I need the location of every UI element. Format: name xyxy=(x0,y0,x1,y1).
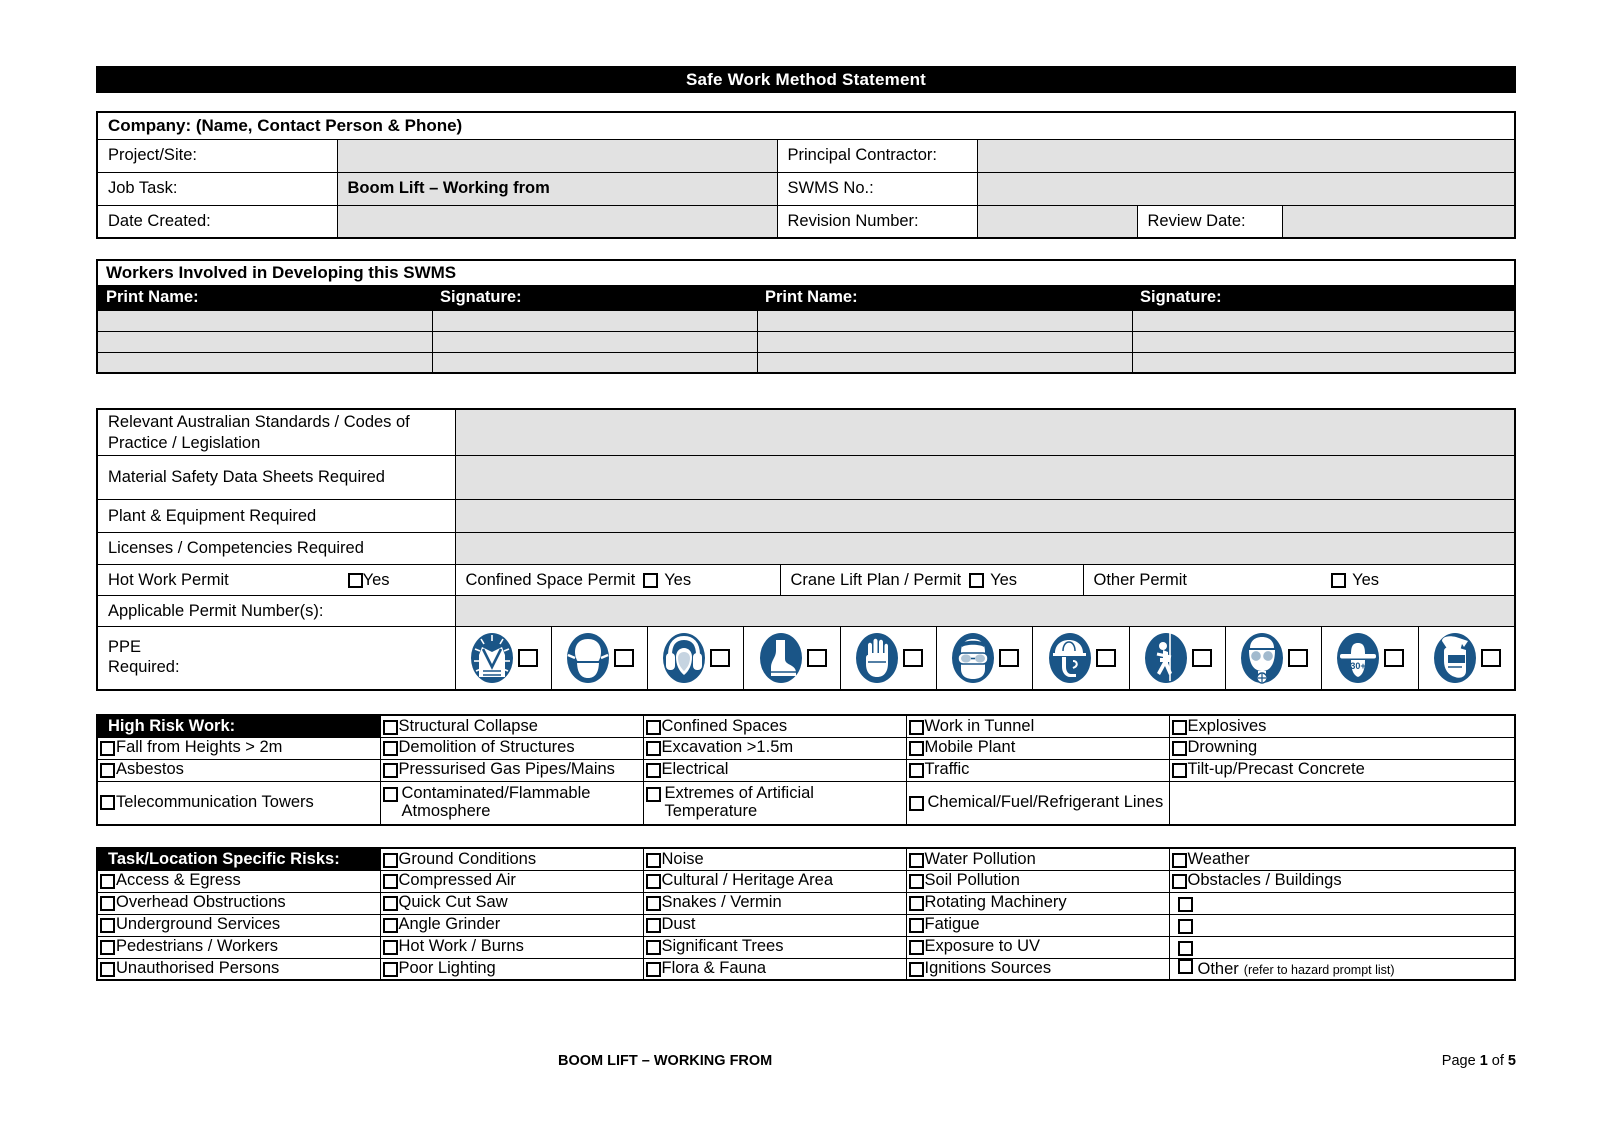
swms-page xyxy=(96,0,1516,1131)
confined-space-permit-checkbox[interactable] xyxy=(643,573,658,588)
checkbox-electrical[interactable] xyxy=(646,763,661,778)
risk-cell[interactable] xyxy=(643,936,906,958)
permit-number-label: Applicable Permit Number(s): xyxy=(97,596,455,627)
ppe-checkbox-gloves[interactable] xyxy=(903,649,923,667)
label-obstacles-buildings: Obstacles / Buildings xyxy=(1187,871,1342,890)
job-task-label: Job Task: xyxy=(97,172,337,205)
risk-cell[interactable] xyxy=(97,892,380,914)
checkbox-snakes-vermin[interactable] xyxy=(646,896,661,911)
table-row xyxy=(97,848,1515,870)
table-row xyxy=(97,310,1515,331)
worker-print-name-field[interactable] xyxy=(97,310,432,331)
footer-page-of: of xyxy=(1491,1053,1504,1069)
risk-cell[interactable] xyxy=(643,737,906,759)
table-row xyxy=(97,500,1515,533)
risk-cell[interactable] xyxy=(380,870,643,892)
label-mobile-plant: Mobile Plant xyxy=(924,738,1016,757)
checkbox-rotating-machinery[interactable] xyxy=(909,896,924,911)
ppe-checkbox-safety-boots[interactable] xyxy=(807,649,827,667)
checkbox-significant-trees[interactable] xyxy=(646,940,661,955)
risk-cell[interactable] xyxy=(906,781,1169,825)
ppe-item-hi-vis-vest xyxy=(456,627,552,689)
ppe-checkbox-respirator[interactable] xyxy=(1288,649,1308,667)
principal-contractor-label: Principal Contractor: xyxy=(777,139,977,172)
label-other: Other xyxy=(1197,960,1239,979)
risk-cell[interactable] xyxy=(97,781,380,825)
risk-cell[interactable] xyxy=(643,781,906,825)
checkbox-hot-work-burns[interactable] xyxy=(383,940,398,955)
confined-space-permit-yes-label: Yes xyxy=(664,570,692,589)
workers-table xyxy=(96,259,1516,374)
ppe-checkbox-ear-protection[interactable] xyxy=(710,649,730,667)
standards-table xyxy=(96,408,1516,691)
worker-signature-field[interactable] xyxy=(432,310,757,331)
ppe-item-welding-mask xyxy=(1419,627,1514,689)
label-traffic: Traffic xyxy=(924,760,970,779)
ppe-item-safety-glasses xyxy=(937,627,1033,689)
risk-cell[interactable] xyxy=(906,936,1169,958)
checkbox-overhead-obstructions[interactable] xyxy=(100,896,115,911)
workers-heading: Workers Involved in Developing this SWMS xyxy=(106,263,457,282)
risk-cell-empty xyxy=(1169,781,1515,825)
risk-cell[interactable] xyxy=(1169,759,1515,781)
label-angle-grinder: Angle Grinder xyxy=(398,915,501,934)
risk-cell[interactable] xyxy=(643,848,906,870)
dust-mask-icon xyxy=(565,631,611,685)
checkbox-fall-from-heights[interactable] xyxy=(100,741,115,756)
permit-number-field[interactable] xyxy=(455,596,1515,627)
checkbox-confined-spaces[interactable] xyxy=(646,720,661,735)
table-row xyxy=(97,456,1515,500)
worker-signature-field[interactable] xyxy=(1132,310,1515,331)
label-contaminated-atmosphere: Contaminated/Flammable Atmosphere xyxy=(401,784,591,820)
label-ignitions-sources: Ignitions Sources xyxy=(924,959,1052,978)
ppe-label-line-1: PPE xyxy=(108,638,142,657)
label-tilt-up-precast: Tilt-up/Precast Concrete xyxy=(1187,760,1365,779)
table-row xyxy=(97,352,1515,373)
risk-cell[interactable] xyxy=(380,715,643,737)
checkbox-quick-cut-saw[interactable] xyxy=(383,896,398,911)
checkbox-structural-collapse[interactable] xyxy=(383,720,398,735)
table-row xyxy=(97,596,1515,627)
table-row xyxy=(97,331,1515,352)
ppe-label-line-2: Required: xyxy=(108,658,180,677)
ppe-checkbox-hard-hat[interactable] xyxy=(1096,649,1116,667)
worker-signature-field[interactable] xyxy=(1132,331,1515,352)
table-row xyxy=(97,139,1515,172)
worker-signature-field[interactable] xyxy=(1132,352,1515,373)
checkbox-explosives[interactable] xyxy=(1172,720,1187,735)
risk-cell[interactable] xyxy=(1169,870,1515,892)
hot-work-permit-label: Hot Work Permit xyxy=(108,570,229,589)
confined-space-permit-cell xyxy=(455,565,780,596)
label-confined-spaces: Confined Spaces xyxy=(661,716,788,735)
checkbox-traffic[interactable] xyxy=(909,763,924,778)
label-work-in-tunnel: Work in Tunnel xyxy=(924,716,1035,735)
risk-cell[interactable] xyxy=(97,870,380,892)
review-date-field[interactable] xyxy=(1282,205,1515,238)
relevant-standards-field[interactable] xyxy=(455,409,1515,456)
table-row xyxy=(97,533,1515,565)
checkbox-poor-lighting[interactable] xyxy=(383,962,398,977)
worker-print-name-field[interactable] xyxy=(757,352,1132,373)
risk-cell[interactable] xyxy=(643,715,906,737)
checkbox-fatigue[interactable] xyxy=(909,918,924,933)
risk-cell[interactable] xyxy=(380,781,643,825)
checkbox-cultural-heritage[interactable] xyxy=(646,874,661,889)
label-compressed-air: Compressed Air xyxy=(398,871,516,890)
checkbox-unauthorised-persons[interactable] xyxy=(100,962,115,977)
risk-cell[interactable] xyxy=(906,715,1169,737)
worker-signature-field[interactable] xyxy=(432,331,757,352)
permits-row xyxy=(97,565,1515,596)
column-header-signature-1: Signature: xyxy=(432,285,757,310)
table-row xyxy=(97,892,1515,914)
revision-number-field[interactable] xyxy=(977,205,1137,238)
workers-heading-row xyxy=(97,260,1515,285)
footer-task-title: BOOM LIFT – WORKING FROM xyxy=(558,1053,773,1069)
hot-work-permit-yes-label: Yes xyxy=(362,570,390,589)
label-asbestos: Asbestos xyxy=(116,760,184,779)
risk-cell[interactable] xyxy=(906,870,1169,892)
msds-label: Material Safety Data Sheets Required xyxy=(97,456,455,500)
checkbox-work-in-tunnel[interactable] xyxy=(909,720,924,735)
label-underground-services: Underground Services xyxy=(116,915,281,934)
label-pressurised-gas: Pressurised Gas Pipes/Mains xyxy=(398,760,615,779)
high-risk-work-heading: High Risk Work: xyxy=(97,715,380,737)
ppe-item-gloves xyxy=(841,627,937,689)
table-row xyxy=(97,936,1515,958)
checkbox-pedestrians-workers[interactable] xyxy=(100,940,115,955)
risk-cell[interactable] xyxy=(1169,936,1515,958)
ppe-checkbox-safety-glasses[interactable] xyxy=(999,649,1019,667)
footer-page-total: 5 xyxy=(1507,1053,1516,1069)
label-fall-from-heights: Fall from Heights > 2m xyxy=(116,738,283,757)
table-row xyxy=(97,870,1515,892)
plant-equipment-label: Plant & Equipment Required xyxy=(97,500,455,533)
risk-cell[interactable] xyxy=(643,958,906,980)
worker-print-name-field[interactable] xyxy=(97,331,432,352)
table-row xyxy=(97,409,1515,456)
principal-contractor-field[interactable] xyxy=(977,139,1515,172)
label-rotating-machinery: Rotating Machinery xyxy=(924,893,1067,912)
checkbox-excavation[interactable] xyxy=(646,741,661,756)
page-title: Safe Work Method Statement xyxy=(96,66,1516,93)
risk-cell[interactable] xyxy=(97,914,380,936)
label-soil-pollution: Soil Pollution xyxy=(924,871,1020,890)
label-ground-conditions: Ground Conditions xyxy=(398,849,537,868)
label-significant-trees: Significant Trees xyxy=(661,937,784,956)
label-cultural-heritage: Cultural / Heritage Area xyxy=(661,871,834,890)
checkbox-demolition-of-structures[interactable] xyxy=(383,741,398,756)
risk-cell[interactable] xyxy=(643,870,906,892)
respirator-icon xyxy=(1239,631,1285,685)
ppe-item-safety-harness xyxy=(1130,627,1226,689)
crane-lift-permit-cell xyxy=(780,565,1083,596)
label-water-pollution: Water Pollution xyxy=(924,849,1036,868)
other-permit-cell xyxy=(1083,565,1515,596)
other-permit-label: Other Permit xyxy=(1093,570,1188,589)
checkbox-weather[interactable] xyxy=(1172,853,1187,868)
risk-cell[interactable] xyxy=(1169,892,1515,914)
other-permit-checkbox[interactable] xyxy=(1331,573,1346,588)
ppe-checkbox-sun-protection[interactable] xyxy=(1384,649,1404,667)
revision-number-label: Revision Number: xyxy=(777,205,977,238)
label-structural-collapse: Structural Collapse xyxy=(398,716,538,735)
company-table xyxy=(96,111,1516,239)
footer-page-number: 1 xyxy=(1479,1053,1488,1069)
worker-print-name-field[interactable] xyxy=(757,310,1132,331)
ear-protection-icon xyxy=(661,631,707,685)
workers-section xyxy=(96,259,1516,374)
checkbox-noise[interactable] xyxy=(646,853,661,868)
ppe-item-hard-hat xyxy=(1033,627,1129,689)
column-header-signature-2: Signature: xyxy=(1132,285,1515,310)
ppe-required-label xyxy=(97,627,455,691)
risk-cell[interactable] xyxy=(906,737,1169,759)
table-row xyxy=(97,715,1515,737)
checkbox-blank-2[interactable] xyxy=(1178,919,1193,934)
checkbox-contaminated-atmosphere[interactable] xyxy=(383,787,398,802)
licenses-label: Licenses / Competencies Required xyxy=(97,533,455,565)
checkbox-angle-grinder[interactable] xyxy=(383,918,398,933)
hot-work-permit-checkbox[interactable] xyxy=(348,573,363,588)
risk-cell[interactable] xyxy=(643,914,906,936)
ppe-icons-container xyxy=(455,627,1515,691)
risk-cell[interactable] xyxy=(97,958,380,980)
task-risks-heading: Task/Location Specific Risks: xyxy=(97,848,380,870)
workers-column-header-row xyxy=(97,285,1515,310)
checkbox-ignitions-sources[interactable] xyxy=(909,962,924,977)
checkbox-exposure-to-uv[interactable] xyxy=(909,940,924,955)
ppe-checkbox-hi-vis-vest[interactable] xyxy=(518,649,538,667)
column-header-print-name-2: Print Name: xyxy=(757,285,1132,310)
label-access-egress: Access & Egress xyxy=(116,871,241,890)
high-risk-work-section xyxy=(96,714,1516,826)
checkbox-telecommunication-towers[interactable] xyxy=(100,795,115,810)
label-unauthorised-persons: Unauthorised Persons xyxy=(116,959,280,978)
risk-cell[interactable] xyxy=(380,958,643,980)
risk-cell[interactable] xyxy=(1169,848,1515,870)
risk-cell[interactable] xyxy=(97,759,380,781)
risk-cell[interactable] xyxy=(97,737,380,759)
ppe-item-respirator xyxy=(1226,627,1322,689)
risk-cell[interactable] xyxy=(1169,715,1515,737)
date-created-field[interactable] xyxy=(337,205,777,238)
column-header-print-name-1: Print Name: xyxy=(97,285,432,310)
ppe-item-sun-protection xyxy=(1322,627,1418,689)
worker-signature-field[interactable] xyxy=(432,352,757,373)
checkbox-mobile-plant[interactable] xyxy=(909,741,924,756)
company-heading-row xyxy=(97,112,1515,139)
table-row xyxy=(97,781,1515,825)
risk-cell[interactable] xyxy=(380,848,643,870)
label-demolition-of-structures: Demolition of Structures xyxy=(398,738,575,757)
ppe-checkbox-welding-mask[interactable] xyxy=(1481,649,1501,667)
checkbox-water-pollution[interactable] xyxy=(909,853,924,868)
risk-cell[interactable] xyxy=(643,892,906,914)
checkbox-blank-1[interactable] xyxy=(1178,897,1193,912)
table-row xyxy=(97,958,1515,980)
crane-lift-permit-label: Crane Lift Plan / Permit xyxy=(790,570,962,589)
label-drowning: Drowning xyxy=(1187,738,1258,757)
label-excavation: Excavation >1.5m xyxy=(661,738,794,757)
other-permit-yes-label: Yes xyxy=(1352,570,1379,589)
worker-print-name-field[interactable] xyxy=(757,331,1132,352)
checkbox-obstacles-buildings[interactable] xyxy=(1172,874,1187,889)
checkbox-extremes-temperature[interactable] xyxy=(646,787,661,802)
high-risk-work-table xyxy=(96,714,1516,826)
table-row xyxy=(97,737,1515,759)
date-created-label: Date Created: xyxy=(97,205,337,238)
label-chemical-fuel-lines: Chemical/Fuel/Refrigerant Lines xyxy=(927,793,1164,812)
hard-hat-icon xyxy=(1047,631,1093,685)
welding-mask-icon xyxy=(1432,631,1478,685)
label-extremes-temperature: Extremes of Artificial Temperature xyxy=(664,784,814,820)
footer-page-indicator xyxy=(1442,1053,1516,1069)
company-heading: Company: (Name, Contact Person & Phone) xyxy=(108,115,463,135)
checkbox-flora-fauna[interactable] xyxy=(646,962,661,977)
checkbox-drowning[interactable] xyxy=(1172,741,1187,756)
company-section xyxy=(96,111,1516,239)
project-site-label: Project/Site: xyxy=(97,139,337,172)
ppe-item-dust-mask xyxy=(552,627,648,689)
label-telecommunication-towers: Telecommunication Towers xyxy=(116,793,314,812)
standards-permits-section xyxy=(96,408,1516,691)
job-task-field[interactable]: Boom Lift – Working from xyxy=(337,172,777,205)
risk-cell[interactable] xyxy=(380,914,643,936)
label-electrical: Electrical xyxy=(661,760,729,779)
label-noise: Noise xyxy=(661,849,704,868)
checkbox-compressed-air[interactable] xyxy=(383,874,398,889)
project-site-field[interactable] xyxy=(337,139,777,172)
checkbox-other[interactable] xyxy=(1178,959,1193,974)
safety-glasses-icon xyxy=(950,631,996,685)
footer-page-label: Page xyxy=(1441,1053,1476,1069)
ppe-item-ear-protection xyxy=(648,627,744,689)
checkbox-access-egress[interactable] xyxy=(100,874,115,889)
swms-no-field[interactable] xyxy=(977,172,1515,205)
risk-cell[interactable] xyxy=(643,759,906,781)
checkbox-soil-pollution[interactable] xyxy=(909,874,924,889)
checkbox-asbestos[interactable] xyxy=(100,763,115,778)
sunscreen-icon xyxy=(1335,631,1381,685)
label-hot-work-burns: Hot Work / Burns xyxy=(398,937,524,956)
risk-cell[interactable] xyxy=(380,936,643,958)
label-exposure-to-uv: Exposure to UV xyxy=(924,937,1041,956)
label-weather: Weather xyxy=(1187,849,1250,868)
crane-lift-permit-checkbox[interactable] xyxy=(969,573,984,588)
risk-cell[interactable] xyxy=(906,958,1169,980)
risk-cell[interactable] xyxy=(380,759,643,781)
task-location-risks-section xyxy=(96,847,1516,981)
checkbox-blank-3[interactable] xyxy=(1178,941,1193,956)
risk-cell[interactable] xyxy=(1169,914,1515,936)
ppe-row xyxy=(97,627,1515,691)
label-overhead-obstructions: Overhead Obstructions xyxy=(116,893,286,912)
label-snakes-vermin: Snakes / Vermin xyxy=(661,893,782,912)
sunscreen-spf-label: 30+ xyxy=(1350,661,1367,672)
safety-boots-icon xyxy=(758,631,804,685)
ppe-checkbox-dust-mask[interactable] xyxy=(614,649,634,667)
hot-work-permit-cell xyxy=(97,565,455,596)
risk-cell[interactable] xyxy=(906,848,1169,870)
risk-cell[interactable] xyxy=(906,892,1169,914)
task-location-risks-table xyxy=(96,847,1516,981)
safety-harness-icon xyxy=(1143,631,1189,685)
label-other-note: (refer to hazard prompt list) xyxy=(1243,963,1395,978)
risk-cell[interactable] xyxy=(906,759,1169,781)
ppe-item-safety-boots xyxy=(744,627,840,689)
worker-print-name-field[interactable] xyxy=(97,352,432,373)
label-poor-lighting: Poor Lighting xyxy=(398,959,496,978)
table-row xyxy=(97,205,1515,238)
licenses-field[interactable] xyxy=(455,533,1515,565)
confined-space-permit-label: Confined Space Permit xyxy=(465,570,636,589)
checkbox-chemical-fuel-lines[interactable] xyxy=(909,796,924,811)
checkbox-pressurised-gas[interactable] xyxy=(383,763,398,778)
label-pedestrians-workers: Pedestrians / Workers xyxy=(116,937,279,956)
plant-equipment-field[interactable] xyxy=(455,500,1515,533)
risk-cell[interactable] xyxy=(380,892,643,914)
crane-lift-permit-yes-label: Yes xyxy=(990,570,1017,589)
swms-no-label: SWMS No.: xyxy=(777,172,977,205)
label-dust: Dust xyxy=(661,915,696,934)
table-row xyxy=(97,172,1515,205)
table-row xyxy=(97,759,1515,781)
label-fatigue: Fatigue xyxy=(924,915,980,934)
label-quick-cut-saw: Quick Cut Saw xyxy=(398,893,508,912)
label-explosives: Explosives xyxy=(1187,716,1267,735)
risk-cell[interactable] xyxy=(380,737,643,759)
risk-cell[interactable] xyxy=(1169,737,1515,759)
label-flora-fauna: Flora & Fauna xyxy=(661,959,767,978)
risk-cell[interactable] xyxy=(97,936,380,958)
review-date-label: Review Date: xyxy=(1137,205,1282,238)
msds-field[interactable] xyxy=(455,456,1515,500)
checkbox-tilt-up-precast[interactable] xyxy=(1172,763,1187,778)
table-row xyxy=(97,914,1515,936)
relevant-standards-label: Relevant Australian Standards / Codes of Practice / Legislation xyxy=(97,409,455,456)
risk-cell[interactable] xyxy=(906,914,1169,936)
ppe-checkbox-safety-harness[interactable] xyxy=(1192,649,1212,667)
risk-cell[interactable] xyxy=(1169,958,1515,980)
checkbox-ground-conditions[interactable] xyxy=(383,853,398,868)
hi-vis-vest-icon xyxy=(469,631,515,685)
checkbox-underground-services[interactable] xyxy=(100,918,115,933)
gloves-icon xyxy=(854,631,900,685)
checkbox-dust[interactable] xyxy=(646,918,661,933)
